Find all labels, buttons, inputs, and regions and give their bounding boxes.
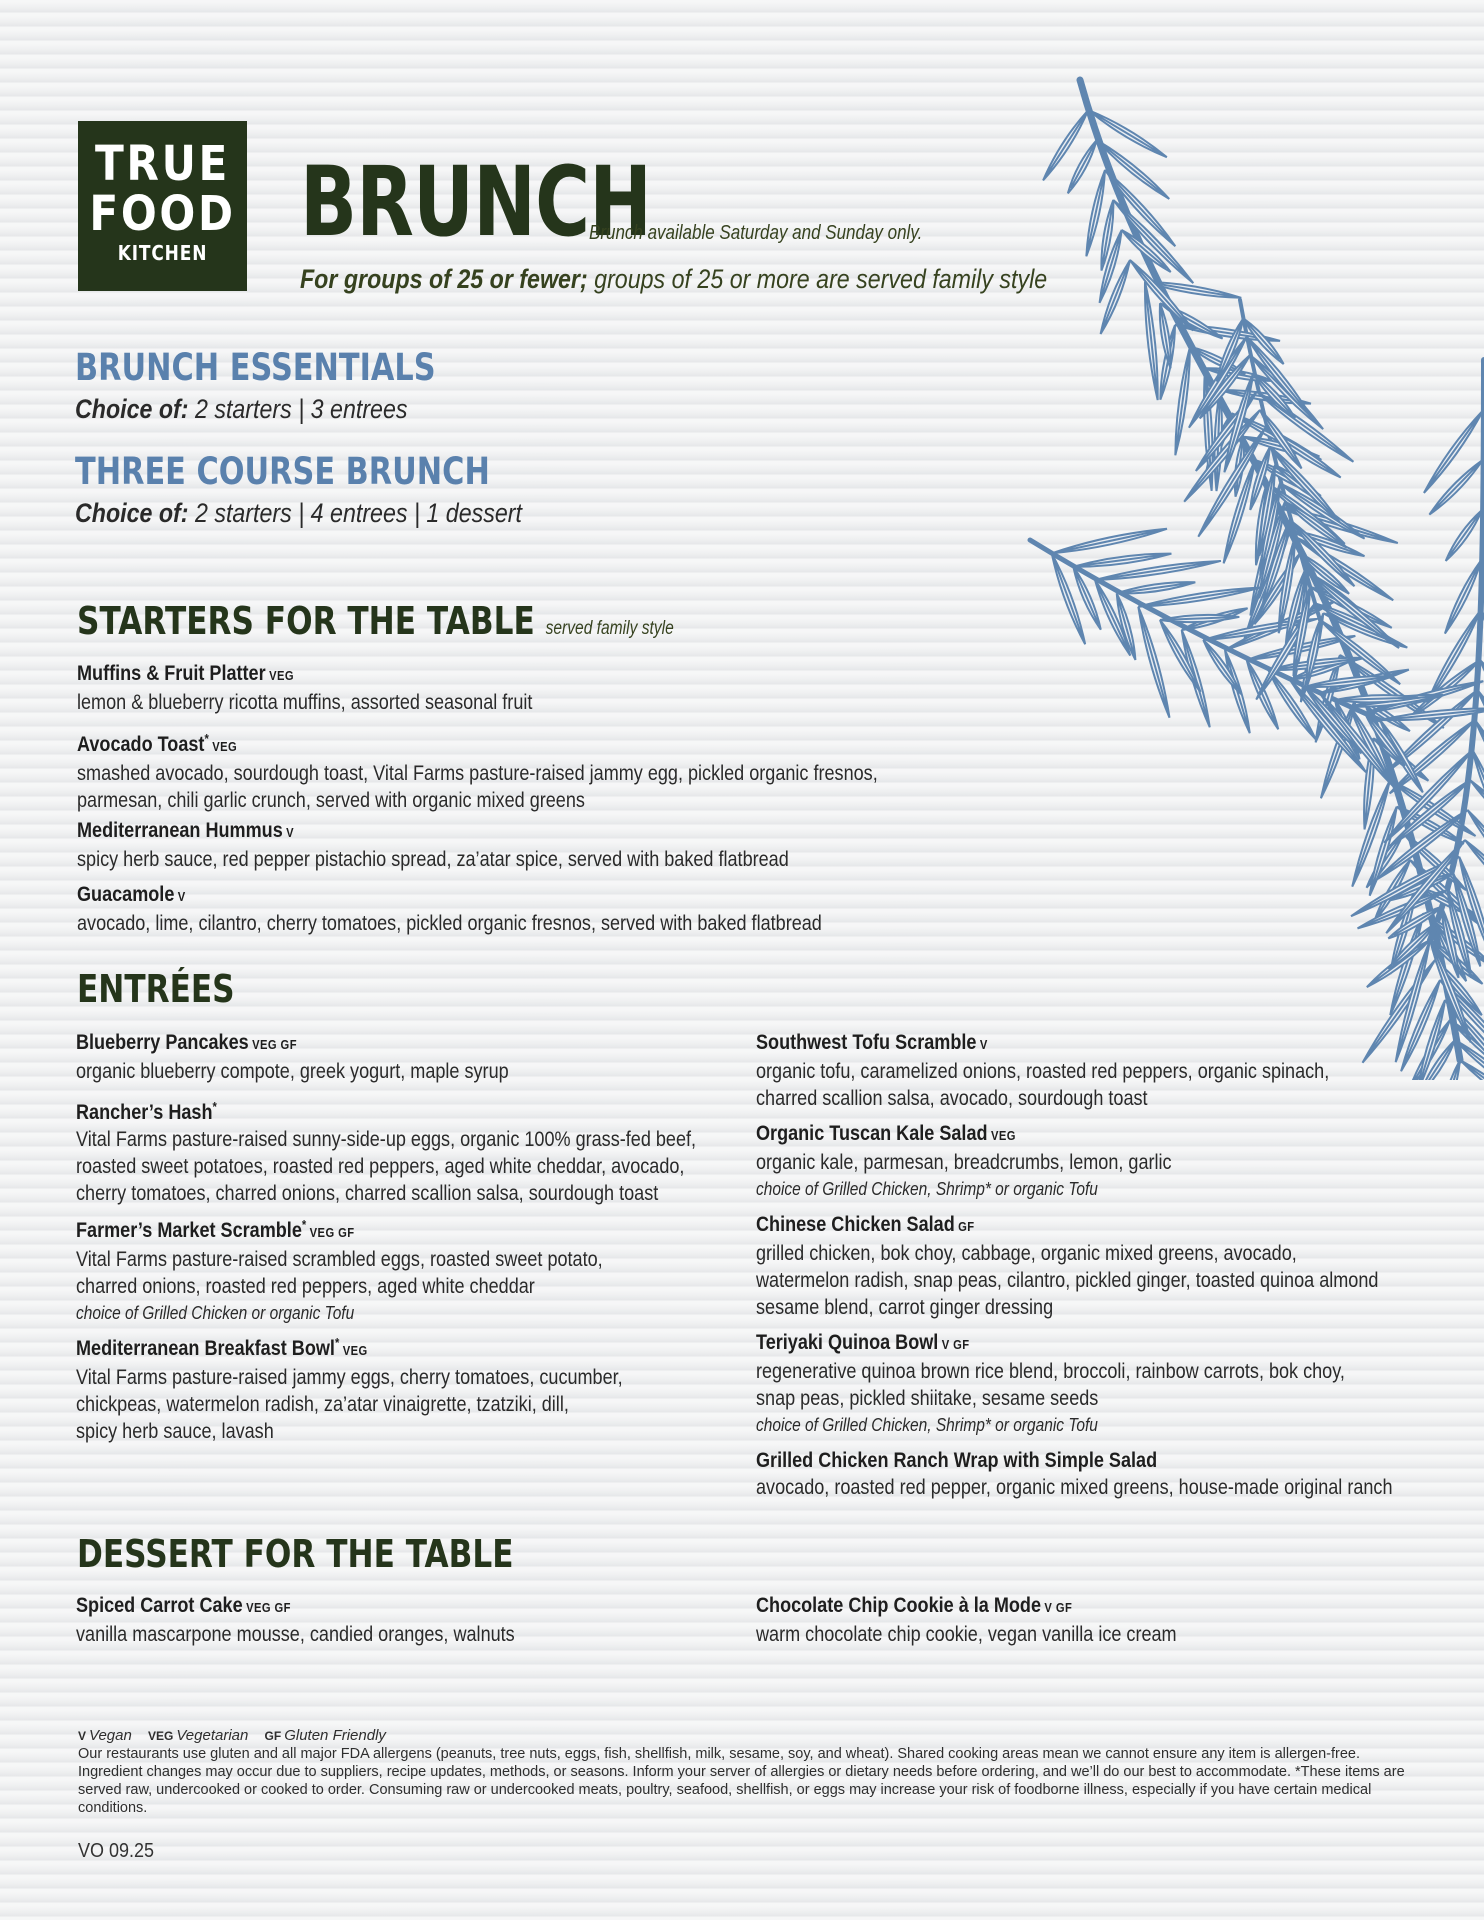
menu-item-mediterranean-hummus [77,817,789,873]
package-title-essentials: BRUNCH ESSENTIALS [75,346,436,389]
menu-item-description: Vital Farms pasture-raised sunny-side-up eggs, organic 100% grass-fed beef, [76,1128,697,1151]
menu-item-description: charred onions, roasted red peppers, aged white cheddar [76,1275,535,1298]
logo-line-3: KITCHEN [117,241,208,265]
menu-item-name [756,1211,1306,1240]
menu-item-description: Vital Farms pasture-raised scrambled eggs, roasted sweet potato, [76,1248,603,1271]
rosemary-leaf [1135,606,1173,719]
menu-item-description: Vital Farms pasture-raised jammy eggs, cherry tomatoes, cucumber, [76,1366,623,1389]
legend-gf-label: Gluten Friendly [284,1727,386,1744]
item-name-text: Chinese Chicken Salad [756,1213,955,1236]
menu-item-name [76,1093,626,1126]
item-name-text: Spiced Carrot Cake [76,1594,243,1617]
dietary-tags: VEG [269,668,294,683]
menu-item-southwest-tofu-scramble [756,1029,1330,1112]
starters-note: served family style [545,618,674,639]
legend-v-label: Vegan [89,1727,132,1744]
footer [78,1727,1408,1817]
menu-item-description: avocado, lime, cilantro, cherry tomatoes, pickled organic fresnos, served with baked flatbread [77,912,822,935]
dietary-tags: VEG [990,1128,1016,1143]
menu-item-name [77,725,627,760]
rosemary-leaf [1065,138,1100,195]
item-name-text: Grilled Chicken Ranch Wrap with Simple Salad [756,1449,1158,1472]
allergen-disclaimer: Our restaurants use gluten and all major FDA allergens (peanuts, tree nuts, eggs, fish, shellfish, milk, sesame, soy, and wheat). Shared cooking areas mean we cannot ensure any item is allergen-free. Ingredient changes may occur due to suppliers, recipe updates, methods, or seasons. Inform your server of allergies or dietary needs before ordering, and we’ll do our best to accommodate. *These items are served raw, undercooked or cooked to order. Consuming raw or undercooked meats, poultry, seafood, shellfish, or eggs may increase your risk of foodborne illness, especially if you have certain medical conditions. [78,1746,1405,1816]
package-choices-three-course [75,498,522,529]
menu-item-description: organic tofu, caramelized onions, roasted red peppers, organic spinach, [756,1060,1330,1083]
section-title-dessert: DESSERT FOR THE TABLE [77,1532,514,1576]
rosemary-leaf [1116,579,1196,597]
choice-text: 2 starters | 3 entrees [188,394,408,424]
section-title-entrees: ENTRÉES [77,967,235,1011]
item-name-text: Muffins & Fruit Platter [77,662,266,685]
item-name-text: Avocado Toast [77,733,205,756]
menu-item-spiced-carrot-cake [76,1592,626,1648]
menu-item-name [756,1029,1306,1058]
dietary-legend [78,1727,1408,1745]
rosemary-leaf [1427,458,1484,517]
menu-item-muffins-fruit-platter [77,660,627,716]
menu-item-grilled-chicken-ranch-wrap-with-simple-salad [756,1447,1393,1501]
menu-item-name [756,1447,1306,1474]
menu-item-name [756,1120,1306,1149]
menu-item-name [77,817,627,846]
item-name-text: Farmer’s Market Scramble [76,1219,302,1242]
choice-label: Choice of: [75,394,189,424]
menu-item-name [756,1329,1306,1358]
menu-item-description: chickpeas, watermelon radish, za’atar vinaigrette, tzatziki, dill, [76,1393,569,1416]
menu-item-description: snap peas, pickled shiitake, sesame seeds [756,1387,1099,1410]
dietary-tags: GF [958,1219,975,1234]
page-title: BRUNCH [300,146,652,258]
menu-item-avocado-toast [77,725,878,814]
legend-v-code: V [78,1729,87,1743]
dietary-tags: V GF [941,1337,970,1352]
dietary-tags: VEG [342,1343,368,1358]
menu-item-guacamole [77,881,822,937]
rosemary-leaf [1142,281,1162,400]
menu-item-description: grilled chicken, bok choy, cabbage, organic mixed greens, avocado, [756,1242,1297,1265]
menu-item-description: charred scallion salsa, avocado, sourdough toast [756,1087,1148,1110]
menu-item-description: regenerative quinoa brown rice blend, broccoli, rainbow carrots, bok choy, [756,1360,1345,1383]
protein-choice-note: choice of Grilled Chicken or organic Tofu [76,1303,355,1323]
starters-heading: STARTERS FOR THE TABLE [77,599,535,643]
item-name-text: Teriyaki Quinoa Bowl [756,1331,939,1354]
section-title-starters [77,600,674,650]
legend-gf-code: GF [264,1729,282,1743]
menu-item-description: warm chocolate chip cookie, vegan vanilla ice cream [756,1623,1177,1646]
choice-text: 2 starters | 4 entrees | 1 dessert [188,498,522,528]
package-choices-essentials [75,394,408,425]
item-name-text: Southwest Tofu Scramble [756,1031,977,1054]
item-name-text: Chocolate Chip Cookie à la Mode [756,1594,1041,1617]
rosemary-leaf [1051,525,1168,556]
item-name-text: Rancher’s Hash [76,1101,213,1124]
protein-choice-note: choice of Grilled Chicken, Shrimp* or organic Tofu [756,1415,1098,1435]
dietary-tags: VEG GF [309,1225,355,1240]
item-name-text: Mediterranean Breakfast Bowl [76,1337,335,1360]
group-size-note [300,264,1047,295]
raw-asterisk: * [301,1217,307,1232]
raw-asterisk: * [334,1335,340,1350]
menu-item-description: smashed avocado, sourdough toast, Vital Farms pasture-raised jammy egg, pickled organic fresnos, [77,762,878,785]
item-name-text: Blueberry Pancakes [76,1031,249,1054]
menu-item-chinese-chicken-salad [756,1211,1379,1321]
item-name-text: Guacamole [77,883,175,906]
dietary-tags: V [286,825,295,840]
menu-item-name [756,1592,1306,1621]
menu-item-description: lemon & blueberry ricotta muffins, assorted seasonal fruit [77,691,533,714]
dietary-tags: VEG [212,739,238,754]
availability-note: Brunch available Saturday and Sunday only. [589,222,923,244]
menu-item-description: roasted sweet potatoes, roasted red peppers, aged white cheddar, avocado, [76,1155,685,1178]
dietary-tags: V [979,1037,988,1052]
dietary-tags: VEG GF [246,1600,291,1615]
menu-item-teriyaki-quinoa-bowl [756,1329,1345,1438]
item-name-text: Mediterranean Hummus [77,819,283,842]
menu-item-description: watermelon radish, snap peas, cilantro, pickled ginger, toasted quinoa almond [756,1269,1379,1292]
rosemary-leaf [1172,346,1194,455]
group-size-rest: groups of 25 or more are served family style [587,264,1048,294]
protein-choice-note: choice of Grilled Chicken, Shrimp* or organic Tofu [756,1179,1098,1199]
dietary-tags: V GF [1044,1600,1073,1615]
legend-veg-code: VEG [148,1729,174,1743]
menu-item-name [76,1029,626,1058]
menu-item-description: cherry tomatoes, charred onions, charred scallion salsa, sourdough toast [76,1182,659,1205]
menu-item-name [76,1592,626,1621]
menu-item-description: spicy herb sauce, lavash [76,1420,274,1443]
rosemary-leaf [1443,508,1484,563]
rosemary-sprig-illustration [960,60,1484,1080]
dietary-tags: V [177,889,186,904]
logo-line-1: TRUE [94,136,231,192]
group-size-bold: For groups of 25 or fewer; [300,264,588,294]
menu-item-description: spicy herb sauce, red pepper pistachio spread, za’atar spice, served with baked flatbread [77,848,789,871]
rosemary-leaf [1157,618,1204,693]
logo-line-2: FOOD [89,186,236,242]
choice-label: Choice of: [75,498,189,528]
menu-item-description: parmesan, chili garlic crunch, served with organic mixed greens [77,789,585,812]
menu-item-name [76,1329,626,1364]
menu-item-blueberry-pancakes [76,1029,626,1085]
menu-item-farmer-s-market-scramble [76,1211,626,1326]
true-food-kitchen-logo [78,121,247,291]
package-title-three-course: THREE COURSE BRUNCH [75,450,490,493]
rosemary-leaf [1160,613,1240,623]
version-code: VO 09.25 [78,1840,155,1862]
menu-item-name [77,881,627,910]
menu-item-mediterranean-breakfast-bowl [76,1329,626,1445]
menu-item-organic-tuscan-kale-salad [756,1120,1306,1202]
menu-item-description: organic blueberry compote, greek yogurt, maple syrup [76,1060,509,1083]
dietary-tags: VEG GF [252,1037,297,1052]
menu-item-description: vanilla mascarpone mousse, candied oranges, walnuts [76,1623,515,1646]
legend-veg-label: Vegetarian [176,1727,249,1744]
menu-item-name [76,1211,626,1246]
item-name-text: Organic Tuscan Kale Salad [756,1122,988,1145]
menu-item-chocolate-chip-cookie-la-mode [756,1592,1306,1648]
rosemary-leaf [1421,408,1484,495]
menu-item-name [77,660,627,689]
menu-item-description: sesame blend, carrot ginger dressing [756,1296,1054,1319]
raw-asterisk: * [212,1099,217,1114]
menu-item-description: organic kale, parmesan, breadcrumbs, lemon, garlic [756,1151,1172,1174]
menu-item-description: avocado, roasted red pepper, organic mixed greens, house-made original ranch [756,1476,1393,1499]
menu-item-rancher-s-hash [76,1093,697,1207]
raw-asterisk: * [204,731,209,746]
